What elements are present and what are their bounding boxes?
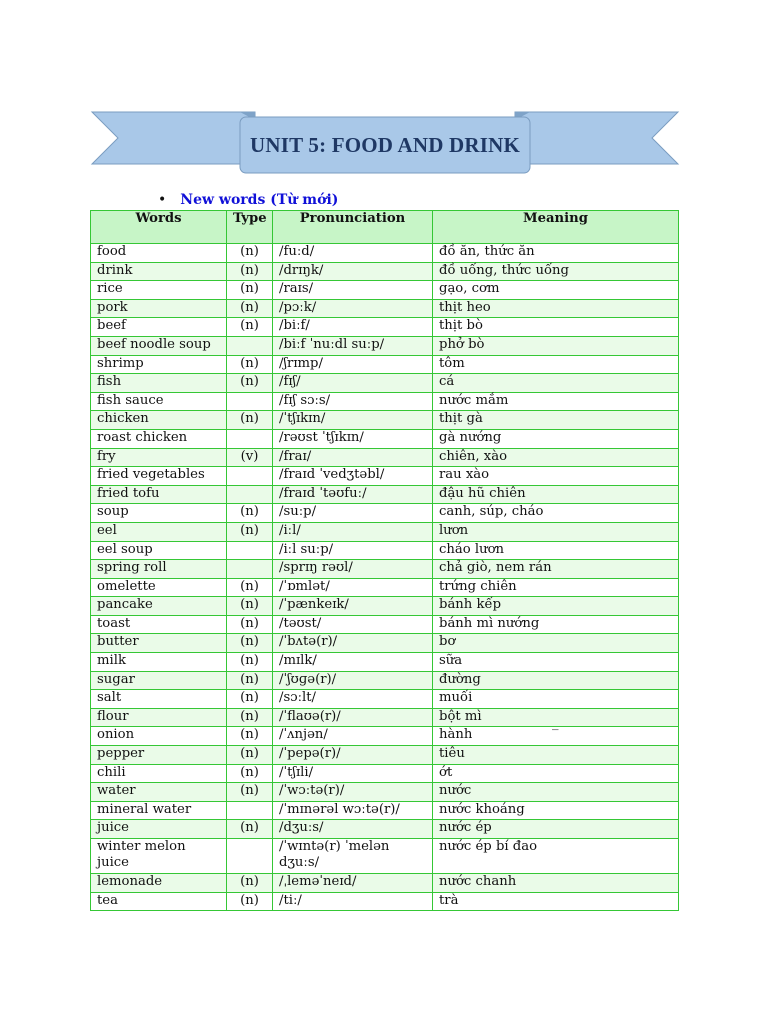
pronunciation-cell: /ˈtʃɪli/ [273,764,433,783]
word-cell: chili [91,764,227,783]
word-cell: butter [91,634,227,653]
word-cell: juice [91,820,227,839]
word-cell: drink [91,262,227,281]
type-cell: (n) [227,764,273,783]
table-row [91,318,679,337]
pronunciation-cell: /ʃrɪmp/ [273,355,433,374]
meaning-cell: trứng chiên [433,578,679,597]
type-cell [227,392,273,411]
table-row [91,541,679,560]
table-row [91,522,679,541]
type-cell: (n) [227,504,273,523]
pronunciation-cell: /ˈpepə(r)/ [273,746,433,765]
type-cell: (n) [227,653,273,672]
pronunciation-cell: /ˈflaʊə(r)/ [273,708,433,727]
word-cell: soup [91,504,227,523]
word-cell: salt [91,690,227,709]
meaning-cell: nước khoáng [433,801,679,820]
pronunciation-cell: /fɪʃ/ [273,374,433,393]
word-cell: spring roll [91,560,227,579]
word-cell: roast chicken [91,429,227,448]
meaning-cell: nước chanh [433,874,679,893]
meaning-cell: cá [433,374,679,393]
meaning-cell: gạo, cơm [433,281,679,300]
meaning-cell: đậu hũ chiên [433,485,679,504]
pronunciation-cell: /sɔːlt/ [273,690,433,709]
pronunciation-cell: /ˈʌnjən/ [273,727,433,746]
meaning-cell: bánh kếp [433,597,679,616]
bullet-icon: • [158,192,167,208]
table-row [91,839,679,874]
type-cell [227,429,273,448]
pronunciation-cell: /ˈpænkeɪk/ [273,597,433,616]
meaning-cell: hành [433,727,679,746]
meaning-cell: phở bò [433,336,679,355]
ribbon-left-tail [92,112,255,164]
word-cell: pork [91,299,227,318]
header-type: Type [227,211,273,244]
word-cell: pancake [91,597,227,616]
pronunciation-cell: /iːl suːp/ [273,541,433,560]
word-cell: omelette [91,578,227,597]
meaning-cell: bơ [433,634,679,653]
pronunciation-cell: /rəʊst ˈtʃɪkɪn/ [273,429,433,448]
word-cell: sugar [91,671,227,690]
header-pronunciation: Pronunciation [273,211,433,244]
table-row [91,727,679,746]
meaning-cell: bánh mì nướng [433,615,679,634]
type-cell: (n) [227,522,273,541]
table-row [91,820,679,839]
table-row [91,653,679,672]
type-cell: (n) [227,355,273,374]
meaning-cell: rau xào [433,467,679,486]
meaning-cell: nước [433,783,679,802]
pronunciation-cell: /raɪs/ [273,281,433,300]
table-row [91,262,679,281]
pronunciation-cell: /ˈmɪnərəl wɔːtə(r)/ [273,801,433,820]
type-cell: (n) [227,892,273,911]
table-row [91,560,679,579]
pronunciation-cell: /suːp/ [273,504,433,523]
meaning-cell: nước mắm [433,392,679,411]
word-cell: fish [91,374,227,393]
type-cell: (n) [227,727,273,746]
word-cell: water [91,783,227,802]
meaning-cell: nước ép [433,820,679,839]
table-row [91,578,679,597]
table-row [91,485,679,504]
word-cell: flour [91,708,227,727]
meaning-cell: gà nướng [433,429,679,448]
pronunciation-cell: /ˈʃʊɡə(r)/ [273,671,433,690]
section-heading [158,192,338,208]
table-row [91,299,679,318]
meaning-cell: thịt bò [433,318,679,337]
table-row [91,801,679,820]
word-cell: milk [91,653,227,672]
pronunciation-cell: /mɪlk/ [273,653,433,672]
table-row [91,281,679,300]
type-cell: (n) [227,597,273,616]
table-row [91,597,679,616]
type-cell: (n) [227,783,273,802]
pronunciation-cell: /fraɪd ˈvedʒtəbl/ [273,467,433,486]
table-header-row [91,211,679,244]
word-cell: rice [91,281,227,300]
type-cell: (n) [227,746,273,765]
type-cell: (n) [227,318,273,337]
table-row [91,355,679,374]
word-cell: lemonade [91,874,227,893]
pronunciation-cell: /biːf/ [273,318,433,337]
pronunciation-cell: /ˌleməˈneɪd/ [273,874,433,893]
word-cell: fry [91,448,227,467]
table-row [91,634,679,653]
table-row [91,336,679,355]
word-cell: mineral water [91,801,227,820]
type-cell [227,467,273,486]
table-row [91,746,679,765]
word-cell: fried vegetables [91,467,227,486]
type-cell: (n) [227,244,273,263]
page-title: UNIT 5: FOOD AND DRINK [249,132,521,157]
ribbon-right-tail [515,112,678,164]
table-row [91,764,679,783]
meaning-cell: canh, súp, cháo [433,504,679,523]
word-cell: toast [91,615,227,634]
type-cell [227,336,273,355]
type-cell: (n) [227,262,273,281]
stray-mark: _ [552,716,559,731]
table-row [91,467,679,486]
type-cell [227,801,273,820]
table-row [91,504,679,523]
word-cell: eel [91,522,227,541]
type-cell: (n) [227,820,273,839]
pronunciation-cell: /fraɪd ˈtəʊfuː/ [273,485,433,504]
meaning-cell: cháo lươn [433,541,679,560]
meaning-cell: ớt [433,764,679,783]
pronunciation-cell: /ˈɒmlət/ [273,578,433,597]
table-row [91,448,679,467]
type-cell: (n) [227,690,273,709]
pronunciation-cell: /fraɪ/ [273,448,433,467]
meaning-cell: nước ép bí đao [433,839,679,874]
type-cell: (n) [227,671,273,690]
table-row [91,690,679,709]
table-row [91,392,679,411]
pronunciation-cell: /drɪŋk/ [273,262,433,281]
meaning-cell: đồ uống, thức uống [433,262,679,281]
table-row [91,615,679,634]
table-row [91,708,679,727]
pronunciation-cell: /ˈtʃɪkɪn/ [273,411,433,430]
word-cell: winter melon juice [91,839,227,874]
pronunciation-cell: /fɪʃ sɔːs/ [273,392,433,411]
type-cell [227,560,273,579]
meaning-cell: đường [433,671,679,690]
meaning-cell: thịt gà [433,411,679,430]
table-row [91,783,679,802]
type-cell [227,485,273,504]
pronunciation-cell: /sprɪŋ rəʊl/ [273,560,433,579]
table-row [91,411,679,430]
table-row [91,429,679,448]
word-cell: fish sauce [91,392,227,411]
pronunciation-cell: /biːf ˈnuːdl suːp/ [273,336,433,355]
type-cell: (n) [227,374,273,393]
type-cell: (n) [227,615,273,634]
pronunciation-cell: /pɔːk/ [273,299,433,318]
header-words: Words [91,211,227,244]
meaning-cell: đồ ăn, thức ăn [433,244,679,263]
meaning-cell: tiêu [433,746,679,765]
meaning-cell: trà [433,892,679,911]
meaning-cell: muối [433,690,679,709]
header-meaning: Meaning [433,211,679,244]
pronunciation-cell: /ˈwɔːtə(r)/ [273,783,433,802]
meaning-cell: bột mì [433,708,679,727]
word-cell: pepper [91,746,227,765]
section-label: New words (Từ mới) [180,192,339,208]
type-cell [227,541,273,560]
vocabulary-table [90,210,679,911]
meaning-cell: tôm [433,355,679,374]
pronunciation-cell: /ˈwɪntə(r) ˈmelən dʒuːs/ [273,839,433,874]
pronunciation-cell: /dʒuːs/ [273,820,433,839]
meaning-cell: lươn [433,522,679,541]
word-cell: fried tofu [91,485,227,504]
table-row [91,874,679,893]
type-cell: (n) [227,634,273,653]
word-cell: chicken [91,411,227,430]
word-cell: beef noodle soup [91,336,227,355]
table-row [91,244,679,263]
pronunciation-cell: /təʊst/ [273,615,433,634]
word-cell: shrimp [91,355,227,374]
meaning-cell: thịt heo [433,299,679,318]
type-cell: (n) [227,411,273,430]
meaning-cell: chiên, xào [433,448,679,467]
word-cell: tea [91,892,227,911]
table-row [91,374,679,393]
pronunciation-cell: /ˈbʌtə(r)/ [273,634,433,653]
pronunciation-cell: /tiː/ [273,892,433,911]
meaning-cell: sữa [433,653,679,672]
type-cell: (n) [227,708,273,727]
meaning-cell: chả giò, nem rán [433,560,679,579]
type-cell: (n) [227,299,273,318]
type-cell: (n) [227,874,273,893]
type-cell: (v) [227,448,273,467]
type-cell: (n) [227,578,273,597]
table-row [91,892,679,911]
word-cell: eel soup [91,541,227,560]
pronunciation-cell: /fuːd/ [273,244,433,263]
word-cell: food [91,244,227,263]
word-cell: beef [91,318,227,337]
pronunciation-cell: /iːl/ [273,522,433,541]
type-cell: (n) [227,281,273,300]
word-cell: onion [91,727,227,746]
table-row [91,671,679,690]
type-cell [227,839,273,874]
